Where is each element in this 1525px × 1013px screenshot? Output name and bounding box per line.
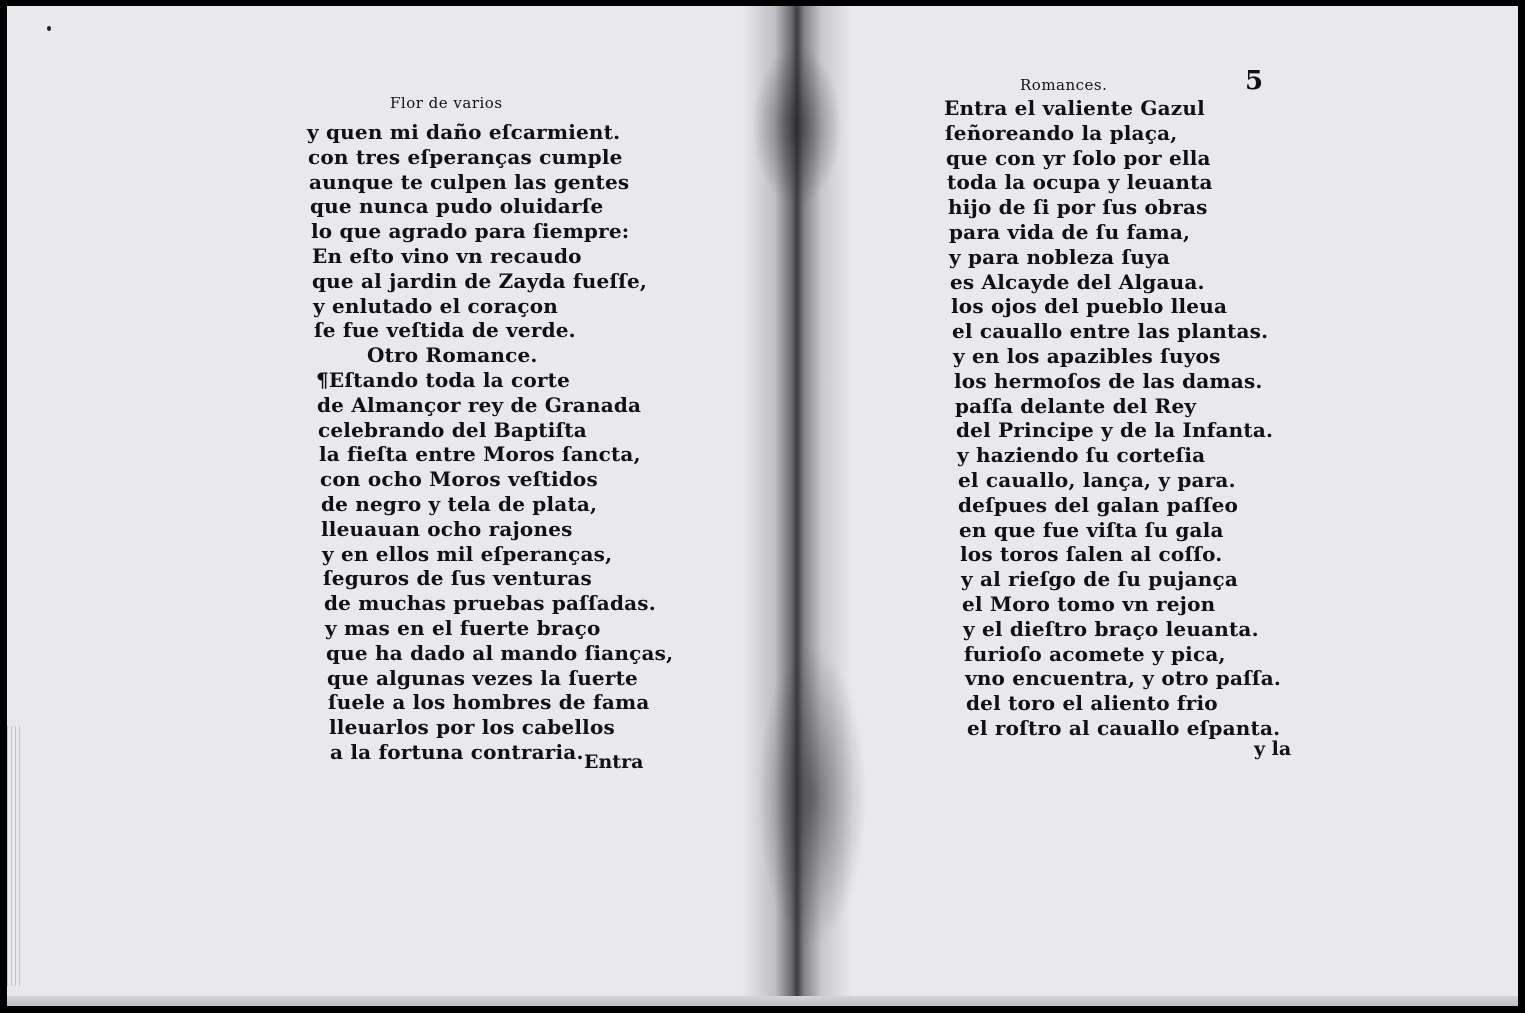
right-verse-column: [944, 96, 1281, 741]
verse-line: paſſa delante del Rey: [955, 393, 1197, 418]
verse-line: en que fue viſta ſu gala: [959, 517, 1224, 542]
verse-line: furioſo acomete y pica,: [964, 641, 1226, 666]
verse-line: lleuauan ocho rajones: [321, 516, 573, 541]
verse-line: y mas en el fuerte braço: [325, 615, 601, 640]
verse-line: y haziendo ſu corteſia: [957, 443, 1206, 468]
verse-line: el Moro tomo vn rejon: [962, 591, 1216, 616]
gutter-shadow-bottom: [757, 646, 867, 946]
verse-line: lo que agrado para ſiempre:: [311, 219, 630, 244]
verse-line: con ocho Moros veſtidos: [320, 467, 598, 492]
verse-line: es Alcayde del Algaua.: [950, 269, 1205, 294]
right-catchword: y la: [1254, 738, 1292, 760]
verse-line: de negro y tela de plata,: [321, 491, 598, 516]
verse-line: el roſtro al cauallo eſpanta.: [967, 715, 1281, 740]
verse-line: con tres eſperanças cumple: [308, 144, 623, 169]
verse-line: de Almançor rey de Granada: [317, 392, 642, 417]
verse-line: para vida de ſu fama,: [949, 219, 1191, 244]
verse-line: toda la ocupa y leuanta: [947, 170, 1213, 195]
verse-line: ſuele a los hombres de fama: [328, 690, 650, 715]
verse-line: que ha dado al mando ſianças,: [326, 640, 674, 665]
verse-line: que al jardin de Zayda fueſſe,: [312, 268, 648, 293]
verse-line: y el dieſtro braço leuanta.: [963, 616, 1259, 641]
gutter-shadow-top: [752, 46, 842, 206]
verse-line: hijo de ſi por ſus obras: [948, 195, 1208, 220]
verse-line: del Principe y de la Infanta.: [956, 418, 1274, 443]
left-catchword: Entra: [584, 751, 644, 773]
verse-line: Otro Romance.: [367, 343, 538, 368]
verse-line: celebrando del Baptiſta: [318, 417, 587, 442]
verse-line: En eſto vino vn recaudo: [312, 243, 582, 268]
verse-line: aunque te culpen las gentes: [309, 169, 630, 194]
verse-line: y en los apazibles ſuyos: [953, 343, 1221, 368]
left-verse-column: [307, 120, 673, 765]
verse-line: los ojos del pueblo lleua: [951, 294, 1228, 319]
ink-speck: [47, 26, 51, 31]
verse-line: ſeñoreando la plaça,: [945, 120, 1178, 145]
page-bottom-edge: [7, 996, 1518, 1006]
verse-line: y quen mi daño eſcarmient.: [307, 120, 621, 144]
verse-line: Entra el valiente Gazul: [944, 96, 1205, 120]
verse-line: ſe fue veſtida de verde.: [314, 318, 576, 343]
book-spread-scan: [7, 6, 1518, 1006]
verse-line: los toros ſalen al coſſo.: [960, 542, 1223, 567]
verse-line: y al rieſgo de ſu pujança: [961, 567, 1239, 592]
verse-line: deſpues del galan paſſeo: [958, 492, 1239, 517]
verse-line: lleuarlos por los cabellos: [329, 715, 615, 740]
right-running-head: Romances.: [1020, 76, 1108, 94]
verse-line: que nunca pudo oluidarſe: [310, 194, 604, 219]
verse-line: ſeguros de ſus venturas: [323, 566, 593, 591]
verse-line: ¶Eſtando toda la corte: [316, 367, 571, 392]
folio-number: 5: [1245, 66, 1264, 96]
verse-line: que algunas vezes la ſuerte: [327, 665, 638, 690]
verse-line: del toro el aliento frio: [966, 691, 1218, 716]
verse-line: los hermoſos de las damas.: [954, 368, 1263, 393]
verse-line: que con yr ſolo por ella: [946, 145, 1211, 170]
verse-line: vno encuentra, y otro paſſa.: [965, 666, 1282, 691]
verse-line: de muchas pruebas paſſadas.: [324, 591, 656, 616]
page-edge-lines: [7, 726, 21, 986]
verse-line: y en ellos mil eſperanças,: [322, 541, 613, 566]
verse-line: a la fortuna contraria.: [330, 739, 584, 764]
verse-line: el cauallo, lança, y para.: [958, 467, 1236, 492]
verse-line: y enlutado el coraçon: [313, 293, 559, 318]
verse-line: y para nobleza ſuya: [949, 244, 1170, 269]
verse-line: el cauallo entre las plantas.: [952, 319, 1269, 344]
left-running-head: Flor de varios: [390, 94, 503, 112]
verse-line: la fieſta entre Moros ſancta,: [319, 442, 641, 467]
